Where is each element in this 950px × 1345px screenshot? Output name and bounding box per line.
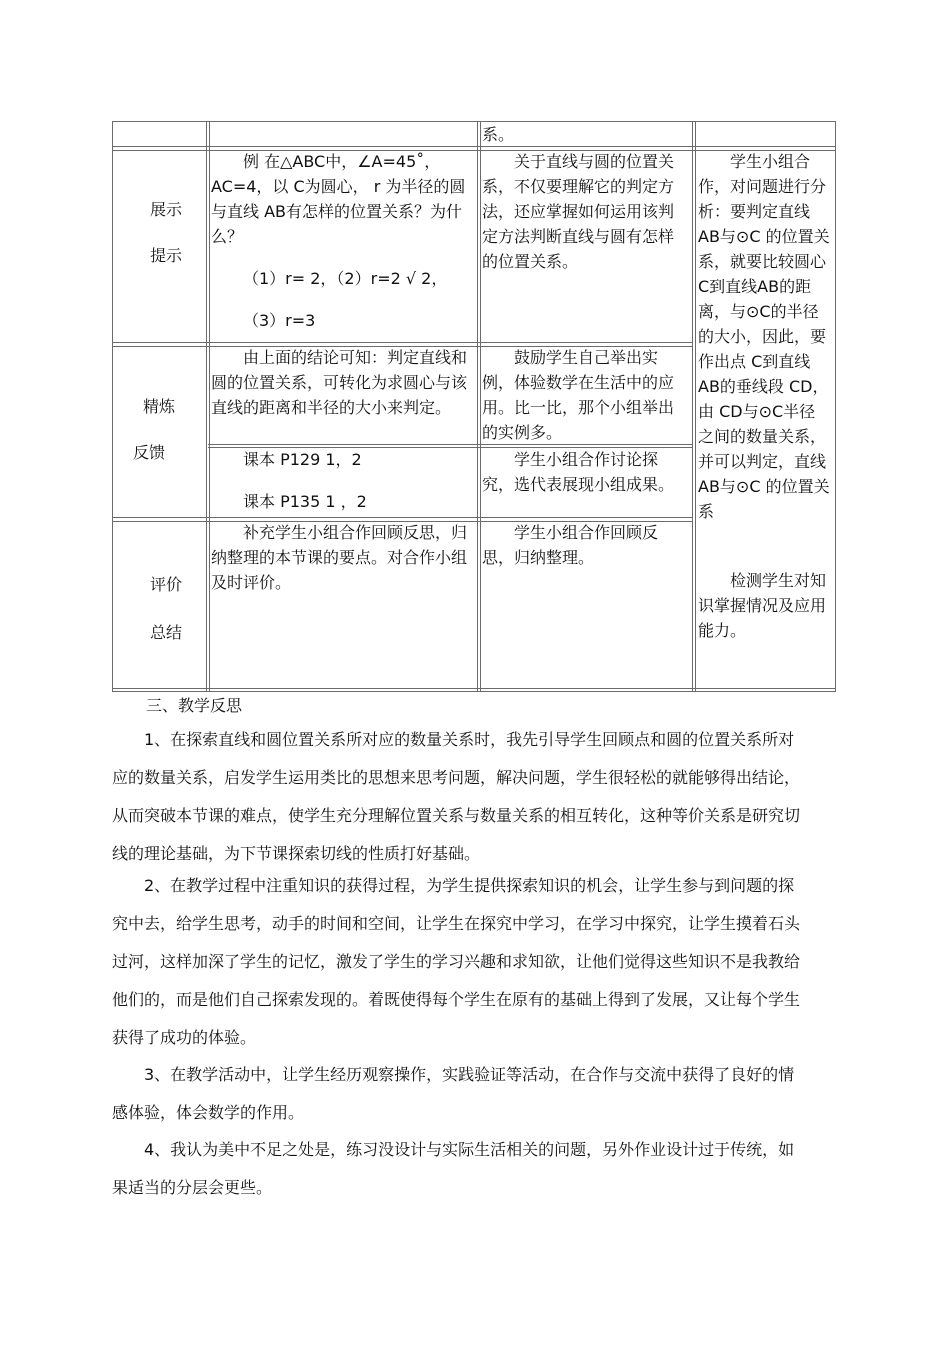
table-border	[692, 121, 693, 692]
row2-col3-text: 鼓励学生自己举出实例，体验数学在生活中的应用。比一比，那个小组举出的实例多。	[482, 348, 675, 442]
reflection-paragraph: 4、我认为美中不足之处是，练习没设计与实际生活相关的问题，另外作业设计过于传统，如果适当的分层会更些。	[112, 1140, 795, 1197]
table-border	[206, 121, 207, 692]
reflection-paragraph: 1、在探索直线和圆位置关系所对应的数量关系时，我先引导学生回顾点和圆的位置关系所对应的数量关系，启发学生运用类比的思想来思考问题，解决问题，学生很轻松的就能够得出结论，从而突破本节课的难点，使学生充分理解位置关系与数量关系的相互转化，这种等价关系是研究切线的理论基础，为下节课探索切线的性质打好基础。	[112, 730, 801, 863]
row4-label-top: 评价	[150, 575, 183, 594]
col4-analysis-text: 学生小组合作，对问题进行分析：要判定直线 AB与⊙C 的位置关系，就要比较圆心 C到直线AB的距离，与⊙C的半径的大小，因此，要作出点 C到直线 AB的垂线段 CD，由 CD与⊙C半径之间的数量关系，并可以判定，直线 AB与⊙C 的位置关系	[698, 152, 830, 521]
row4-col2-text: 补充学生小组合作回顾反思，归纳整理的本节课的要点。对合作小组及时评价。	[211, 523, 468, 592]
table-border	[112, 688, 835, 689]
row4-label-bottom: 总结	[150, 623, 183, 642]
row1-label-bottom: 提示	[150, 246, 183, 265]
table-border	[112, 121, 835, 122]
row1-col3-text: 关于直线与圆的位置关系，不仅要理解它的判定方法，还应掌握如何运用该判定方法判断直线与圆有怎样的位置关系。	[482, 152, 675, 271]
row1-example-cell	[211, 149, 473, 333]
table-border	[112, 517, 693, 518]
table-border	[695, 121, 696, 692]
row3-col2-text	[211, 447, 473, 514]
table-border	[112, 342, 693, 343]
example-question: 例 在△ABC中，∠A=45˚，AC=4，以 C为圆心， r 为半径的圆与直线 AB有怎样的位置关系？为什么？	[211, 152, 466, 246]
table-border	[835, 121, 836, 692]
table-border	[477, 121, 478, 692]
row1-label-top: 展示	[150, 200, 183, 219]
table-border	[112, 146, 835, 147]
row3-col3-text: 学生小组合作讨论探究，选代表展现小组成果。	[482, 450, 675, 494]
section-title: 三、教学反思	[146, 696, 243, 715]
row2-label-top: 精炼	[143, 397, 176, 416]
example-case-1-2: （1）r= 2，（2）r=2 √ 2，	[243, 269, 448, 288]
example-case-3: （3）r=3	[243, 311, 316, 330]
reflection-paragraph: 3、在教学活动中，让学生经历观察操作，实践验证等活动，在合作与交流中获得了良好的情感体验，体会数学的作用。	[112, 1065, 795, 1122]
table-border	[112, 691, 835, 692]
row4-col3-text: 学生小组合作回顾反思，归纳整理。	[482, 523, 659, 567]
table-border	[480, 121, 481, 692]
textbook-exercise-1: 课本 P129 1，2	[243, 450, 362, 469]
row2-col2-text: 由上面的结论可知：判定直线和圆的位置关系，可转化为求圆心与该直线的距离和半径的大小来判定。	[211, 348, 468, 417]
table-border	[209, 121, 210, 692]
row2-label-bottom: 反馈	[133, 443, 166, 462]
table-border	[112, 121, 113, 692]
row0-col3-text: 系。	[482, 125, 515, 144]
col4-assessment-text: 检测学生对知识掌握情况及应用能力。	[698, 571, 827, 640]
reflection-paragraph: 2、在教学过程中注重知识的获得过程，为学生提供探索知识的机会，让学生参与到问题的探究中去，给学生思考，动手的时间和空间，让学生在探究中学习，在学习中探究，让学生摸着石头过河，这样加深了学生的记忆，激发了学生的学习兴趣和求知欲，让他们觉得这些知识不是我教给他们的，而是他们自己探索发现的。着既使得每个学生在原有的基础上得到了发展，又让每个学生获得了成功的体验。	[112, 876, 801, 1047]
textbook-exercise-2: 课本 P135 1 ，2	[243, 492, 367, 511]
